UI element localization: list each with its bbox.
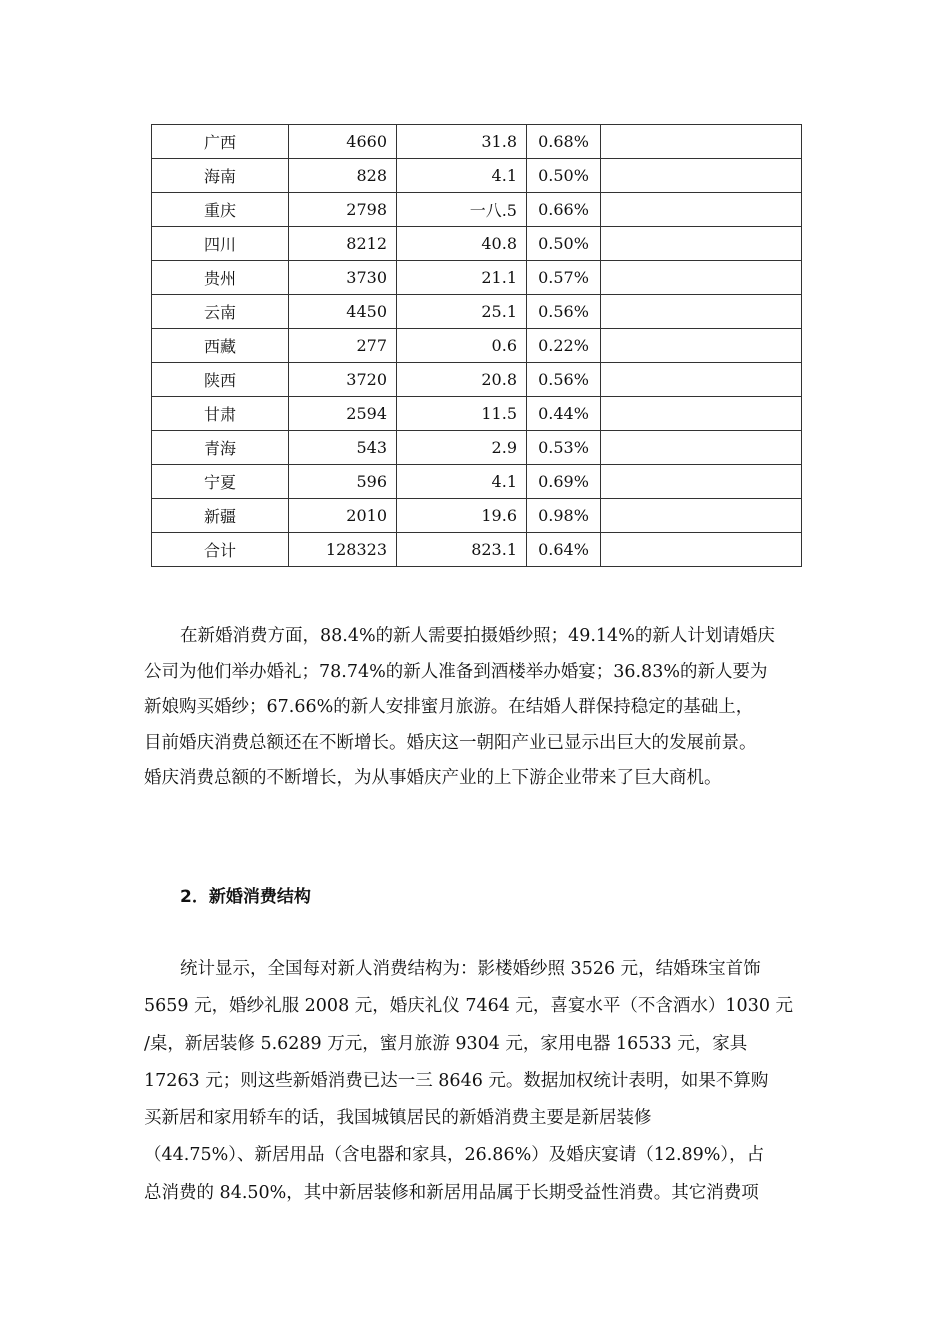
blank-cell [601,295,802,329]
region-cell: 广西 [152,125,289,159]
blank-cell [601,193,802,227]
percent-cell: 0.50% [527,227,601,261]
amount-cell: 40.8 [397,227,527,261]
value-cell: 4660 [289,125,397,159]
amount-cell: 4.1 [397,465,527,499]
blank-cell [601,261,802,295]
table-row [152,533,802,567]
paragraph-line: /桌，新居装修 5.6289 万元，蜜月旅游 9304 元，家用电器 16533 元，家具 [144,1033,748,1054]
region-cell: 四川 [152,227,289,261]
region-cell: 甘肃 [152,397,289,431]
blank-cell [601,465,802,499]
table-row [152,159,802,193]
table-row [152,465,802,499]
value-cell: 2594 [289,397,397,431]
value-cell: 277 [289,329,397,363]
region-cell: 云南 [152,295,289,329]
paragraph-line: 在新婚消费方面，88.4%的新人需要拍摄婚纱照；49.14%的新人计划请婚庆 [180,626,775,646]
blank-cell [601,363,802,397]
value-cell: 2010 [289,499,397,533]
amount-cell: 19.6 [397,499,527,533]
blank-cell [601,159,802,193]
regional-data-table [151,124,802,567]
table-row [152,125,802,159]
amount-cell: 4.1 [397,159,527,193]
percent-cell: 0.66% [527,193,601,227]
value-cell: 2798 [289,193,397,227]
blank-cell [601,329,802,363]
paragraph-line: 5659 元，婚纱礼服 2008 元，婚庆礼仪 7464 元，喜宴水平（不含酒水）1030 元 [144,996,794,1017]
table-row [152,261,802,295]
region-cell: 青海 [152,431,289,465]
paragraph-line: 婚庆消费总额的不断增长，为从事婚庆产业的上下游企业带来了巨大商机。 [144,768,722,788]
region-cell: 陕西 [152,363,289,397]
table-body [152,125,802,567]
paragraph-line: （44.75%）、新居用品（含电器和家具，26.86%）及婚庆宴请（12.89%），占 [144,1145,765,1166]
region-cell: 贵州 [152,261,289,295]
table-row [152,193,802,227]
table-row [152,295,802,329]
value-cell: 4450 [289,295,397,329]
percent-cell: 0.98% [527,499,601,533]
paragraph-line: 目前婚庆消费总额还在不断增长。婚庆这一朝阳产业已显示出巨大的发展前景。 [144,732,757,753]
blank-cell [601,397,802,431]
paragraph-wedding-consumption [144,619,816,797]
region-cell: 重庆 [152,193,289,227]
blank-cell [601,499,802,533]
region-cell: 西藏 [152,329,289,363]
percent-cell: 0.57% [527,261,601,295]
amount-cell: 0.6 [397,329,527,363]
region-cell: 宁夏 [152,465,289,499]
amount-cell: 25.1 [397,295,527,329]
percent-cell: 0.64% [527,533,601,567]
percent-cell: 0.50% [527,159,601,193]
table-row [152,329,802,363]
value-cell: 3730 [289,261,397,295]
percent-cell: 0.69% [527,465,601,499]
table-row [152,363,802,397]
region-cell: 海南 [152,159,289,193]
percent-cell: 0.44% [527,397,601,431]
amount-cell: 823.1 [397,533,527,567]
value-cell: 128323 [289,533,397,567]
paragraph-line: 公司为他们举办婚礼；78.74%的新人准备到酒楼举办婚宴；36.83%的新人要为 [144,661,768,682]
paragraph-line: 总消费的 84.50%，其中新居装修和新居用品属于长期受益性消费。其它消费项 [144,1182,759,1203]
value-cell: 828 [289,159,397,193]
percent-cell: 0.53% [527,431,601,465]
percent-cell: 0.68% [527,125,601,159]
amount-cell: 20.8 [397,363,527,397]
paragraph-line: 17263 元；则这些新婚消费已达一三 8646 元。数据加权统计表明，如果不算购 [144,1070,769,1091]
amount-cell: 一八.5 [397,193,527,227]
amount-cell: 11.5 [397,397,527,431]
region-cell: 合计 [152,533,289,567]
table-row [152,499,802,533]
section-heading: 2．新婚消费结构 [180,887,311,907]
paragraph-consumption-structure [144,951,816,1212]
paragraph-line: 买新居和家用轿车的话，我国城镇居民的新婚消费主要是新居装修 [144,1108,652,1129]
blank-cell [601,431,802,465]
region-cell: 新疆 [152,499,289,533]
amount-cell: 31.8 [397,125,527,159]
paragraph-line: 新娘购买婚纱；67.66%的新人安排蜜月旅游。在结婚人群保持稳定的基础上， [144,697,754,717]
percent-cell: 0.56% [527,363,601,397]
paragraph-line: 统计显示，全国每对新人消费结构为：影楼婚纱照 3526 元，结婚珠宝首饰 [180,959,761,979]
amount-cell: 21.1 [397,261,527,295]
percent-cell: 0.22% [527,329,601,363]
value-cell: 3720 [289,363,397,397]
blank-cell [601,533,802,567]
value-cell: 543 [289,431,397,465]
value-cell: 8212 [289,227,397,261]
amount-cell: 2.9 [397,431,527,465]
blank-cell [601,125,802,159]
table-row [152,227,802,261]
table-row [152,397,802,431]
value-cell: 596 [289,465,397,499]
blank-cell [601,227,802,261]
percent-cell: 0.56% [527,295,601,329]
table-row [152,431,802,465]
